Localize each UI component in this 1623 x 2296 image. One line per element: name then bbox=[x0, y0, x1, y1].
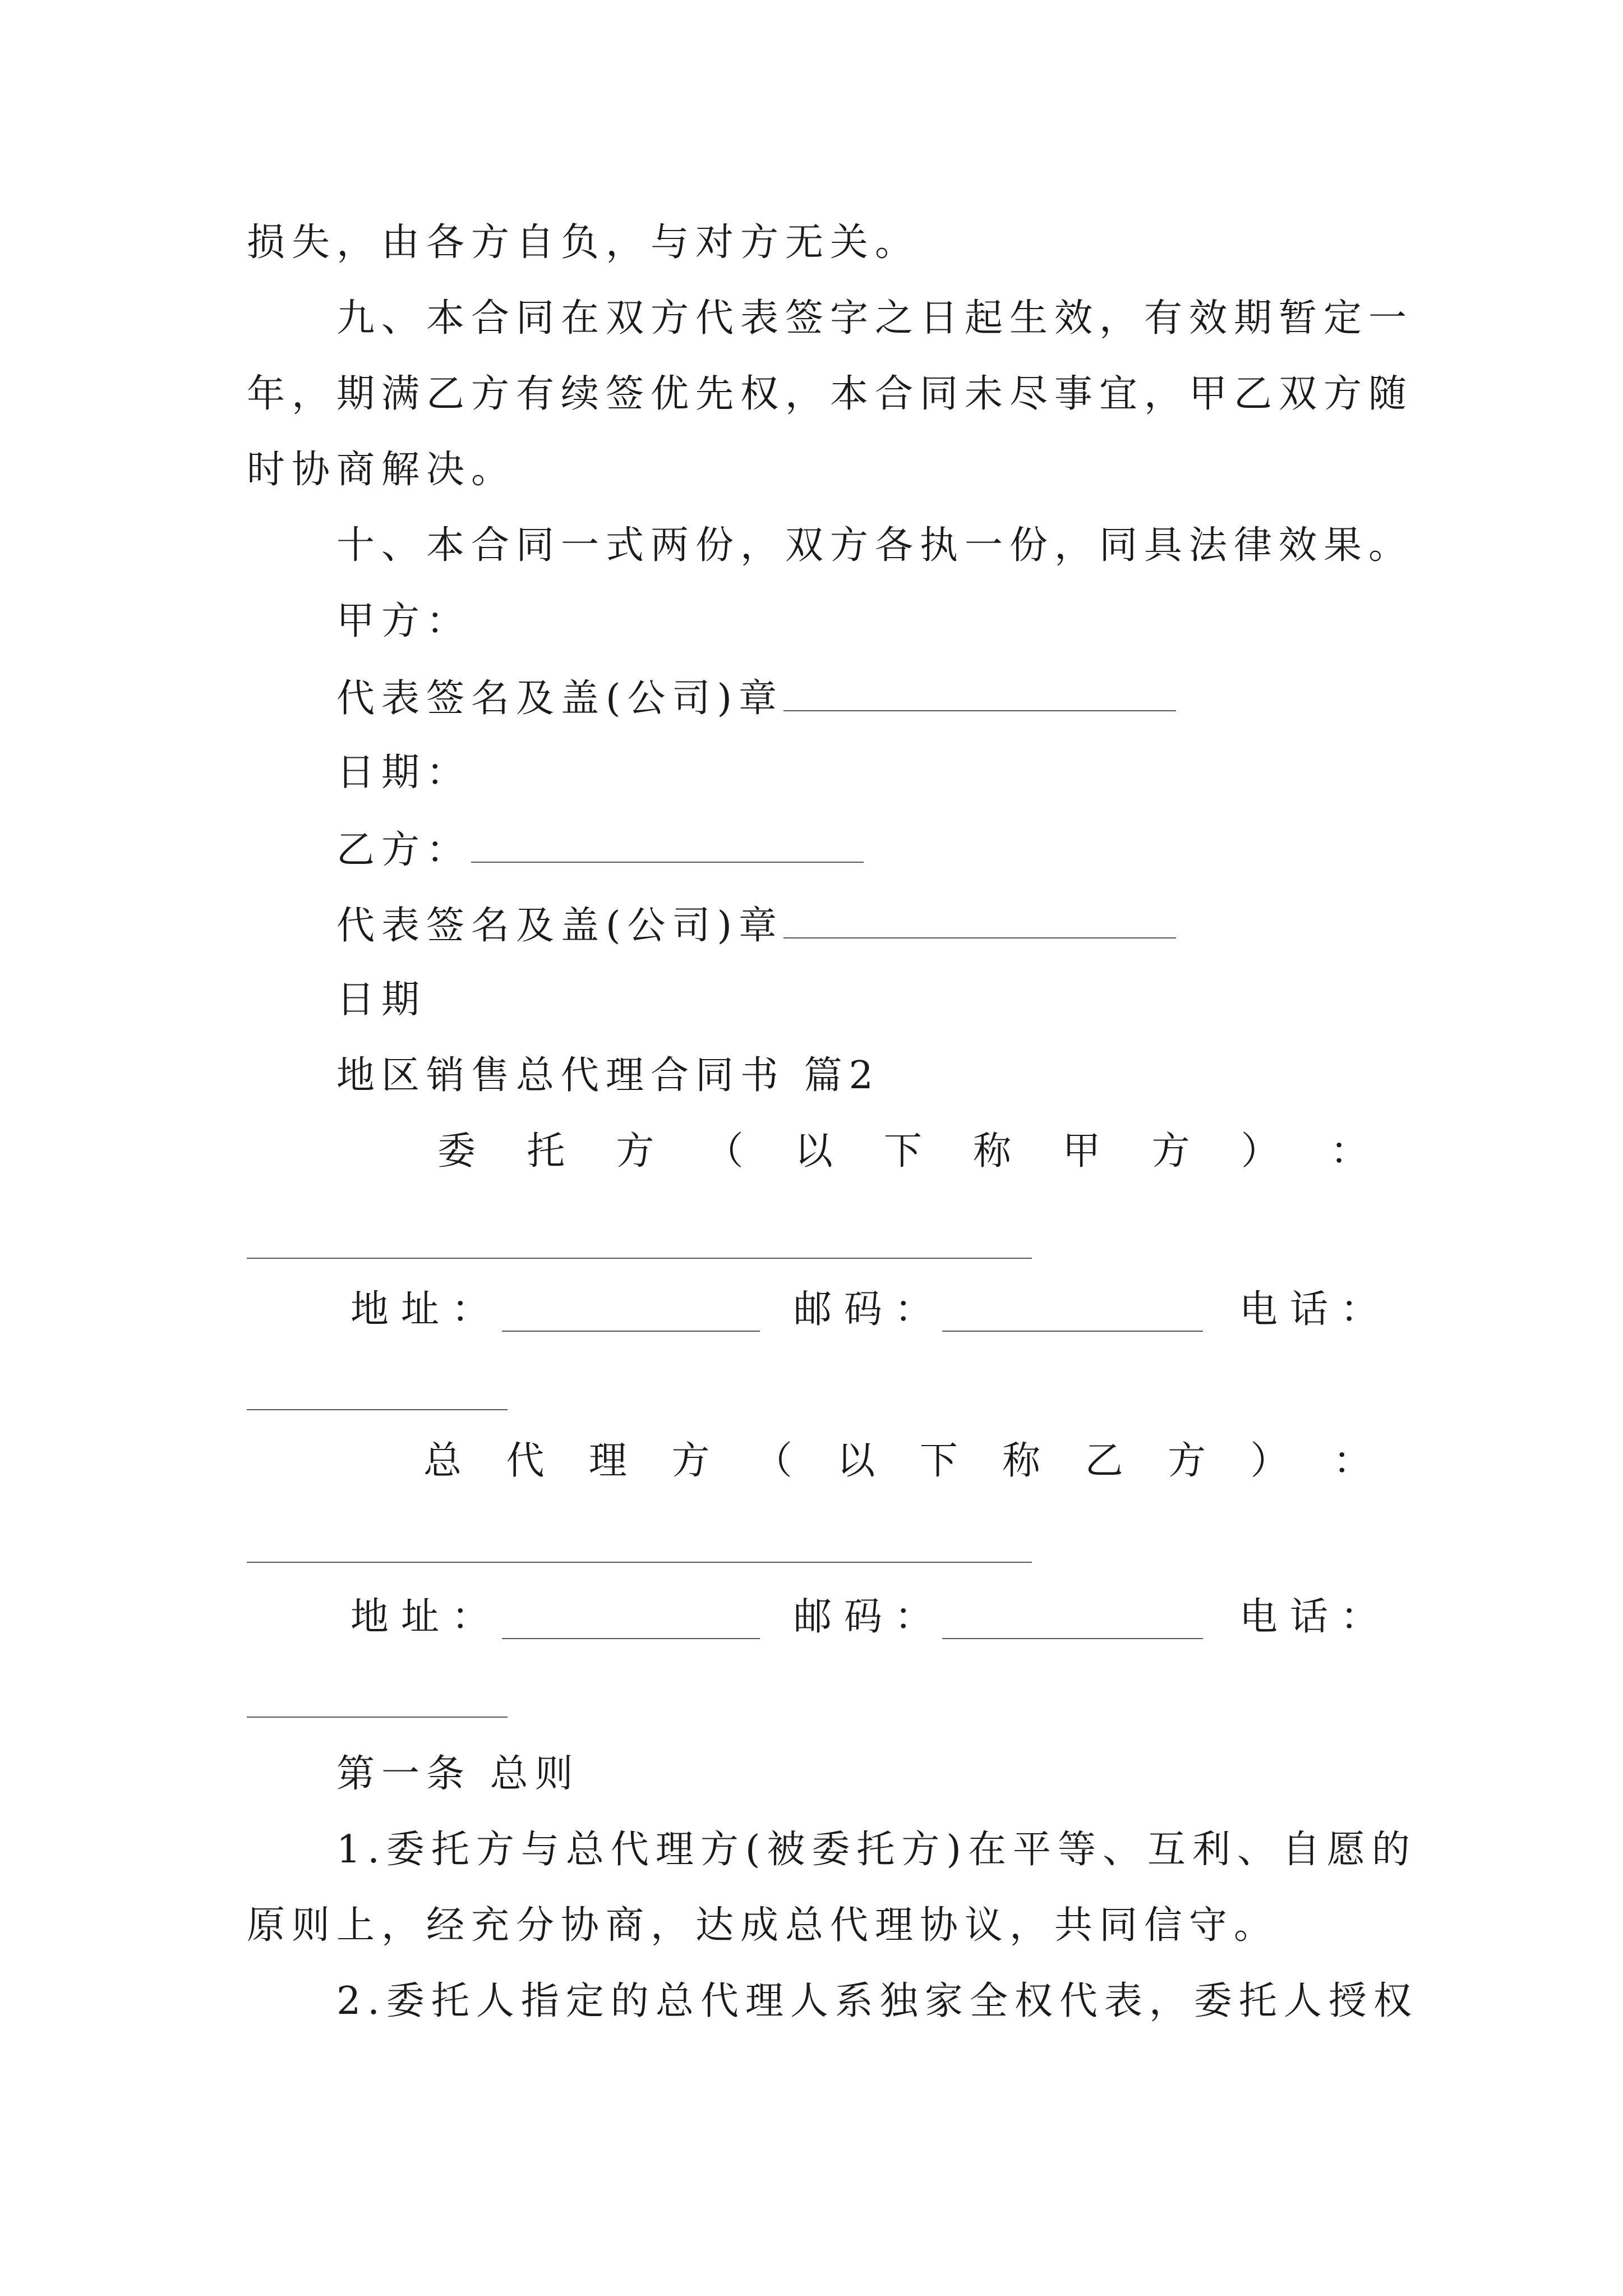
entrusting-party-name-blank bbox=[247, 1258, 1032, 1259]
zip-blank bbox=[942, 1331, 1203, 1332]
heading-char: 委 bbox=[437, 1129, 476, 1174]
clause-nine-line-1: 九、本合同在双方代表签字之日起生效，有效期暂定一 bbox=[336, 296, 1414, 341]
heading-char: （ bbox=[705, 1129, 744, 1174]
signature-label: 代表签名及盖(公司)章 bbox=[336, 677, 784, 721]
heading-char: （ bbox=[754, 1439, 792, 1483]
heading-char: 代 bbox=[506, 1439, 545, 1483]
general-agent-name-blank bbox=[247, 1562, 1032, 1563]
zip-blank bbox=[942, 1638, 1203, 1639]
signature-label: 代表签名及盖(公司)章 bbox=[336, 904, 784, 948]
heading-char: ： bbox=[1330, 1129, 1368, 1174]
party-b-label: 乙方： bbox=[336, 828, 472, 872]
clause-ten: 十、本合同一式两份，双方各执一份，同具法律效果。 bbox=[336, 523, 1414, 568]
heading-char: 下 bbox=[919, 1439, 958, 1483]
party-b-signature-line bbox=[336, 899, 1176, 951]
heading-char: ） bbox=[1250, 1439, 1289, 1483]
address-label: 地址： bbox=[351, 1287, 502, 1332]
text-line: 损失，由各方自负，与对方无关。 bbox=[247, 220, 920, 265]
heading-char: 甲 bbox=[1062, 1129, 1101, 1174]
heading-char: 托 bbox=[527, 1129, 565, 1174]
heading-char: ） bbox=[1241, 1129, 1279, 1174]
heading-char: 下 bbox=[883, 1129, 922, 1174]
heading-char: 总 bbox=[423, 1439, 462, 1483]
zip-label: 邮码： bbox=[794, 1287, 946, 1332]
phone-blank bbox=[247, 1717, 508, 1718]
article-one-title: 第一条 总则 bbox=[336, 1752, 580, 1796]
article-one-item-1-line-1: 1.委托方与总代理方(被委托方)在平等、互利、自愿的 bbox=[336, 1828, 1417, 1872]
heading-char: 方 bbox=[1151, 1129, 1190, 1174]
address-label: 地址： bbox=[351, 1595, 502, 1639]
clause-nine-line-2: 年，期满乙方有续签优先权，本合同未尽事宜，甲乙双方随 bbox=[247, 372, 1414, 416]
party-b-blank bbox=[471, 823, 864, 863]
heading-char: 方 bbox=[671, 1439, 710, 1483]
clause-nine-line-3: 时协商解决。 bbox=[247, 448, 517, 492]
party-b-line bbox=[336, 823, 864, 876]
party-a-signature-line bbox=[336, 672, 1176, 724]
heading-char: 以 bbox=[794, 1129, 833, 1174]
heading-char: 乙 bbox=[1085, 1439, 1123, 1483]
article-one-item-2-line-1: 2.委托人指定的总代理人系独家全权代表，委托人授权 bbox=[336, 1979, 1418, 2023]
general-agent-heading bbox=[423, 1436, 1371, 1487]
section-title: 地区销售总代理合同书 篇2 bbox=[336, 1053, 880, 1098]
heading-char: 称 bbox=[1002, 1439, 1041, 1483]
heading-char: ： bbox=[1332, 1439, 1371, 1483]
phone-label: 电话： bbox=[1239, 1287, 1391, 1332]
phone-blank bbox=[247, 1409, 508, 1410]
heading-char: 称 bbox=[973, 1129, 1012, 1174]
signature-blank bbox=[783, 899, 1176, 938]
heading-char: 方 bbox=[1168, 1439, 1206, 1483]
party-b-date-label: 日期 bbox=[336, 978, 427, 1022]
heading-char: 理 bbox=[588, 1439, 627, 1483]
zip-label: 邮码： bbox=[794, 1595, 946, 1639]
entrusting-party-heading bbox=[437, 1126, 1368, 1177]
article-one-item-1-line-2: 原则上，经充分协商，达成总代理协议，共同信守。 bbox=[247, 1903, 1279, 1948]
phone-label: 电话： bbox=[1239, 1595, 1391, 1639]
party-a-date-label: 日期： bbox=[336, 751, 472, 795]
party-a-label: 甲方： bbox=[336, 599, 472, 643]
address-blank bbox=[502, 1638, 760, 1639]
address-blank bbox=[502, 1331, 760, 1332]
heading-char: 以 bbox=[837, 1439, 875, 1483]
heading-char: 方 bbox=[616, 1129, 654, 1174]
signature-blank bbox=[783, 672, 1176, 711]
